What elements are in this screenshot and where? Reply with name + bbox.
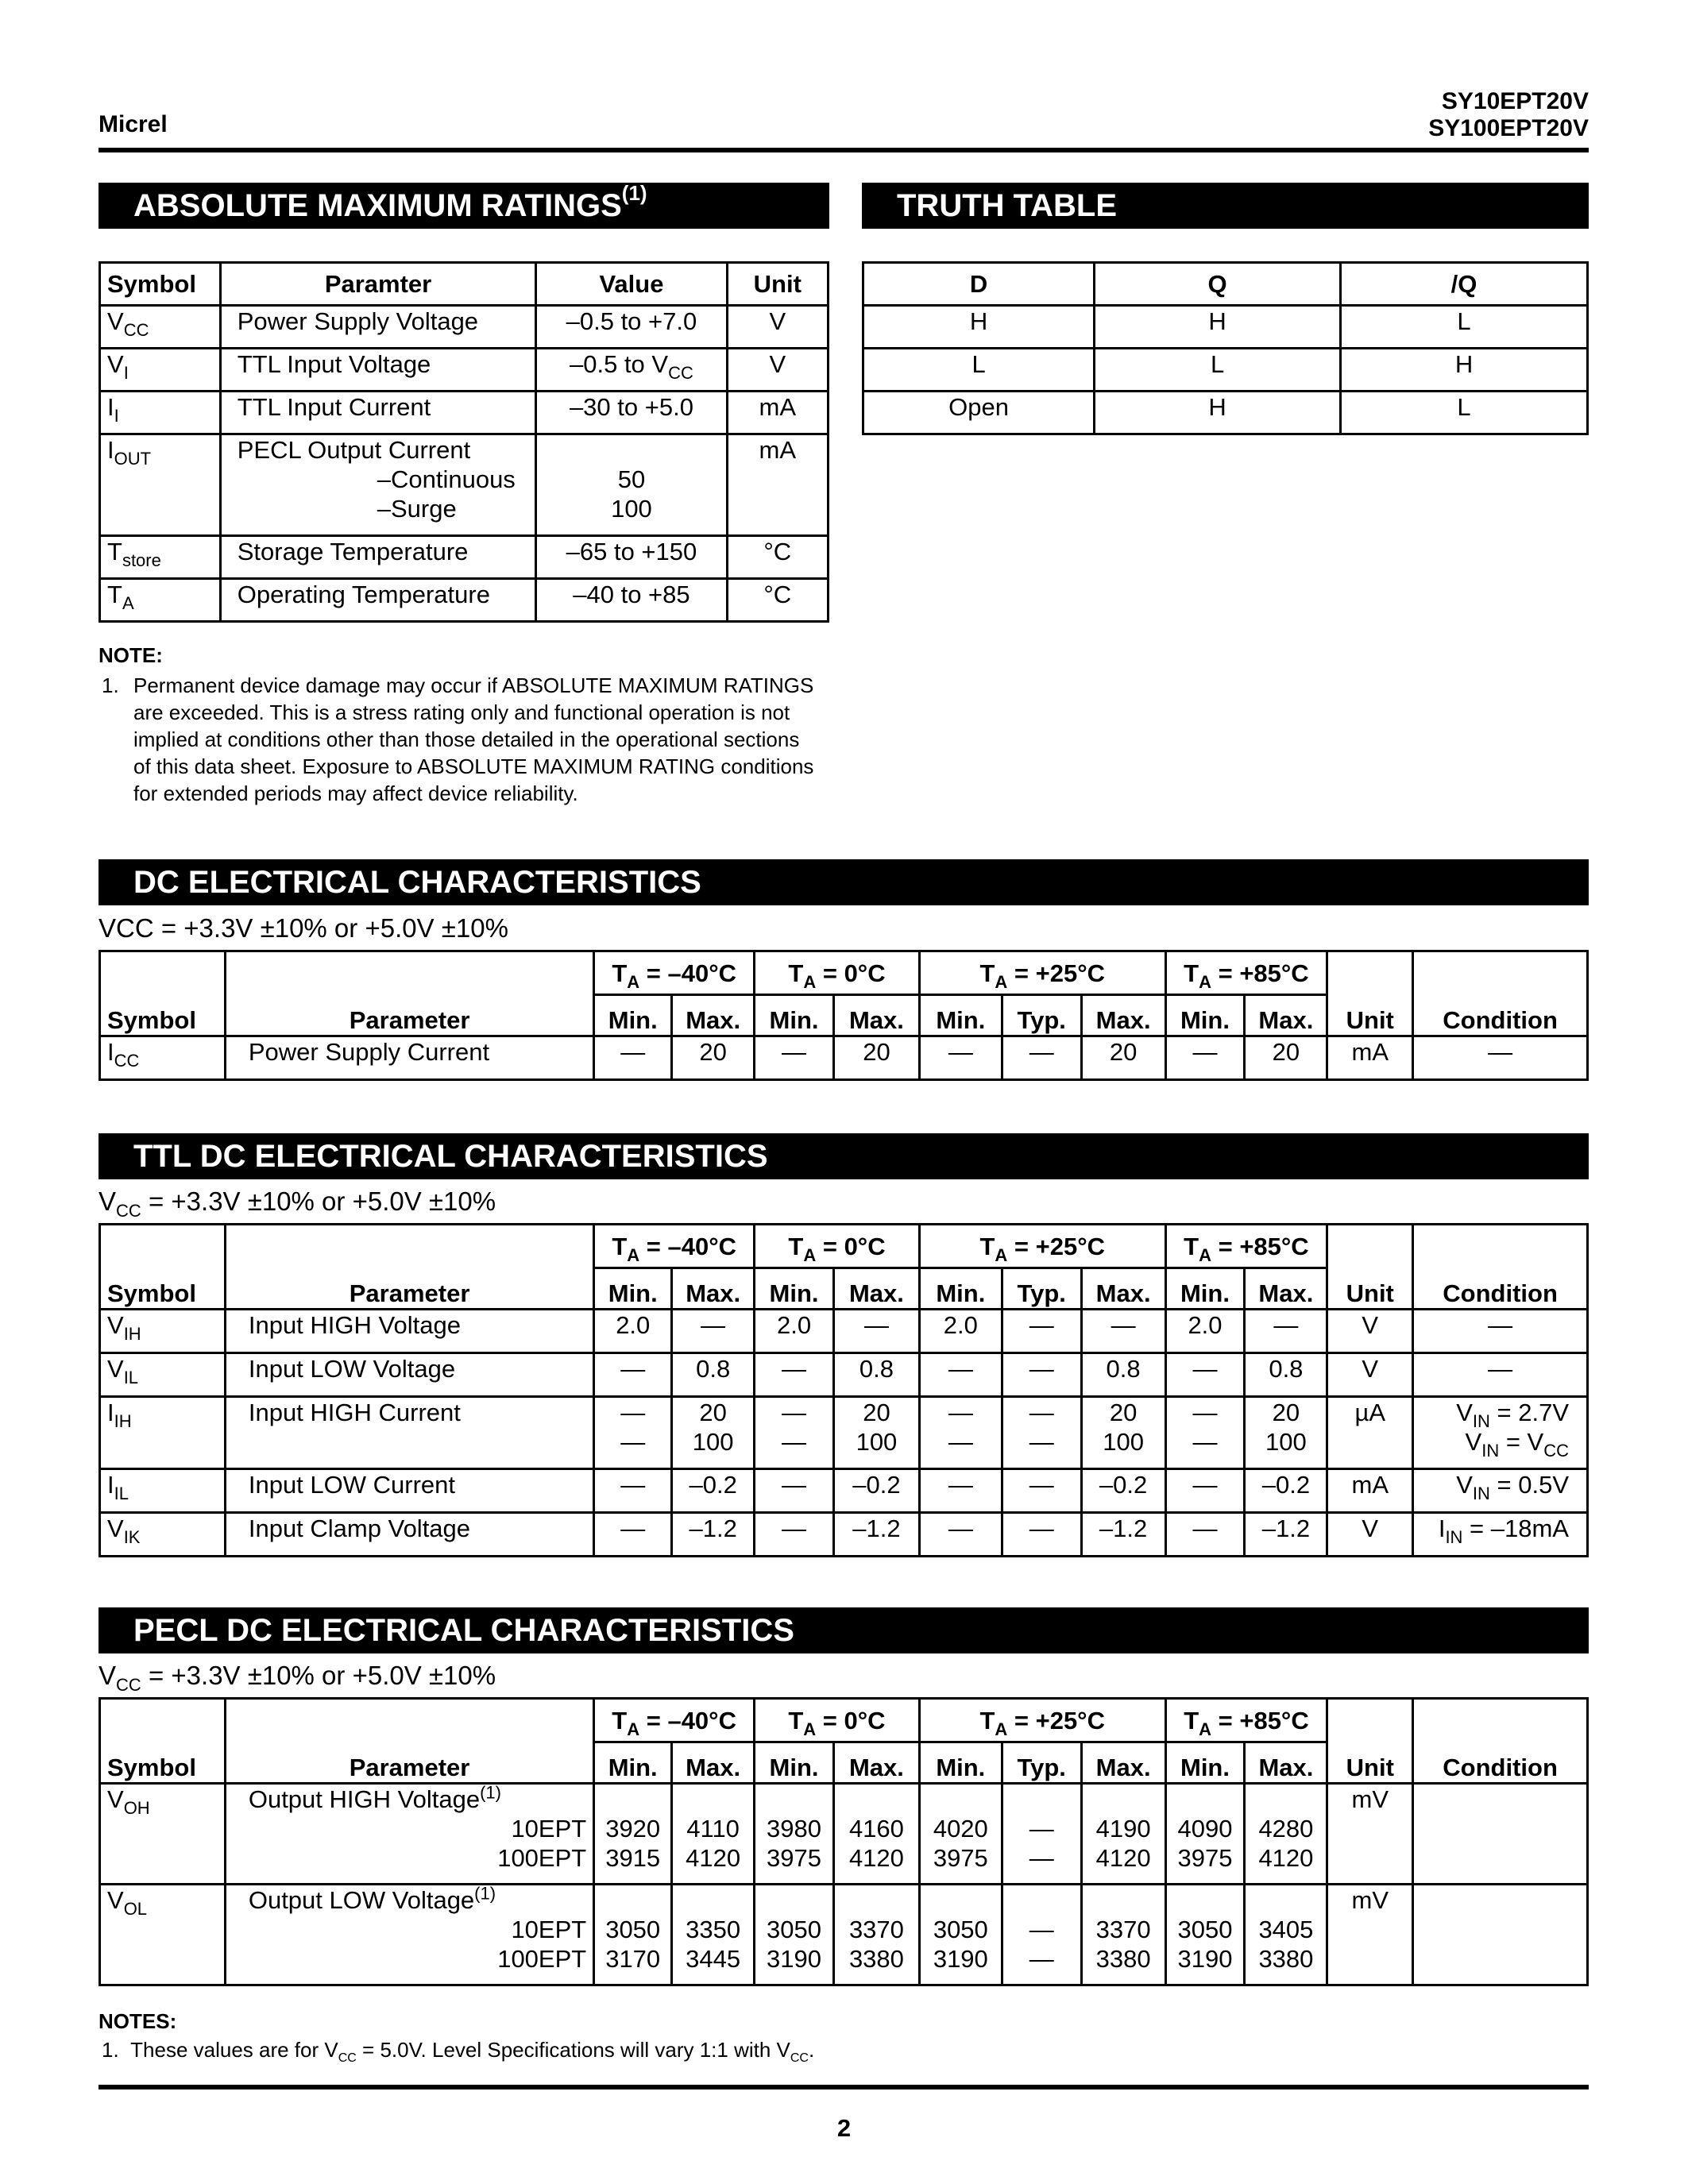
col-unit: Unit bbox=[1327, 951, 1413, 1036]
symbol-cell: $V_{CC}$ bbox=[100, 306, 221, 349]
col-max: Max. bbox=[1245, 1742, 1327, 1784]
cell: H bbox=[1341, 349, 1588, 392]
symbol-cell: $V_{IK}$ bbox=[100, 1513, 226, 1557]
cell: L bbox=[863, 349, 1095, 392]
temp-header: $T_A = +25^\circ C$ bbox=[919, 1225, 1165, 1268]
value-cell: 20 bbox=[1245, 1036, 1327, 1080]
cell: Open bbox=[863, 392, 1095, 434]
table-row bbox=[100, 536, 829, 579]
table-row bbox=[100, 434, 829, 536]
table-row bbox=[863, 349, 1588, 392]
temp-header: $T_A = +25^\circ C$ bbox=[919, 951, 1165, 995]
header-rule bbox=[98, 148, 1589, 152]
symbol-cell: $I_{IH}$ bbox=[100, 1397, 226, 1469]
value-cell: — bbox=[755, 1353, 834, 1397]
col-q: Q bbox=[1095, 263, 1341, 306]
parameter-cell: Input LOW Voltage bbox=[225, 1353, 593, 1397]
dc-vcc-condition: VCC = +3.3V ±10% or +5.0V ±10% bbox=[98, 913, 508, 943]
cell: L bbox=[1095, 349, 1341, 392]
parameter-cell: Storage Temperature bbox=[220, 536, 536, 579]
value-cell: 0.8 bbox=[834, 1353, 920, 1397]
unit-cell: V bbox=[1327, 1310, 1413, 1353]
value-cell: — bbox=[919, 1353, 1002, 1397]
note-line: are exceeded. This is a stress rating only and functional operation is not bbox=[133, 700, 790, 724]
col-min: Min. bbox=[1165, 995, 1245, 1036]
table-row bbox=[863, 306, 1588, 349]
unit-cell: mA bbox=[727, 434, 828, 536]
value-cell: — bbox=[1002, 1513, 1081, 1557]
abs-max-table bbox=[98, 261, 829, 623]
value-cell: –0.2 bbox=[672, 1469, 755, 1513]
table-row bbox=[100, 579, 829, 622]
truth-table bbox=[862, 261, 1589, 435]
temp-header: $T_A = +85^\circ C$ bbox=[1165, 951, 1327, 995]
parameter-cell: TTL Input Voltage bbox=[220, 349, 536, 392]
value-cell: — — bbox=[1002, 1397, 1081, 1469]
value-cell: 3405 3380 bbox=[1245, 1885, 1327, 1985]
value-cell: — bbox=[1081, 1310, 1165, 1353]
unit-cell: mA bbox=[1327, 1469, 1413, 1513]
value-cell: 20 bbox=[1081, 1036, 1165, 1080]
ttl-table bbox=[98, 1223, 1589, 1557]
col-symbol: Symbol bbox=[100, 951, 226, 1036]
temp-header: $T_A = -40^\circ C$ bbox=[594, 1225, 755, 1268]
value-cell: 2.0 bbox=[594, 1310, 672, 1353]
temp-header: $T_A = 0^\circ C$ bbox=[755, 1225, 920, 1268]
col-max: Max. bbox=[834, 995, 920, 1036]
col-max: Max. bbox=[1245, 995, 1327, 1036]
condition-cell: — bbox=[1413, 1036, 1588, 1080]
col-max: Max. bbox=[672, 1742, 755, 1784]
col-value: Value bbox=[536, 263, 727, 306]
unit-cell: °C bbox=[727, 536, 828, 579]
value-cell: 20 100 bbox=[834, 1397, 920, 1469]
temp-header: $T_A = +85^\circ C$ bbox=[1165, 1699, 1327, 1742]
value-cell: — bbox=[755, 1469, 834, 1513]
pecl-notes-label: NOTES: bbox=[98, 2009, 177, 2033]
parameter-cell: PECL Output Current –Continuous –Surge bbox=[220, 434, 536, 536]
col-min: Min. bbox=[1165, 1268, 1245, 1310]
value-cell: 3350 3445 bbox=[672, 1885, 755, 1985]
value-cell: — — bbox=[1002, 1784, 1081, 1885]
value-cell: 3920 3915 bbox=[594, 1784, 672, 1885]
col-d: D bbox=[863, 263, 1095, 306]
table-row bbox=[100, 1310, 1588, 1353]
part-numbers bbox=[1428, 88, 1589, 142]
value-cell: 4280 4120 bbox=[1245, 1784, 1327, 1885]
table-row bbox=[100, 1885, 1588, 1985]
col-max: Max. bbox=[1081, 1742, 1165, 1784]
value-cell: 0.8 bbox=[1081, 1353, 1165, 1397]
company-name: Micrel bbox=[98, 111, 168, 137]
col-min: Min. bbox=[594, 1268, 672, 1310]
col-symbol: Symbol bbox=[100, 263, 221, 306]
value-cell: — — bbox=[594, 1397, 672, 1469]
col-min: Min. bbox=[755, 995, 834, 1036]
value-cell: 4020 3975 bbox=[919, 1784, 1002, 1885]
value-cell: — bbox=[1245, 1310, 1327, 1353]
col-max: Max. bbox=[1081, 1268, 1165, 1310]
note-line: implied at conditions other than those detailed in the operational sections bbox=[133, 727, 800, 751]
symbol-cell: $V_I$ bbox=[100, 349, 221, 392]
value-cell: — bbox=[594, 1036, 672, 1080]
col-symbol: Symbol bbox=[100, 1699, 226, 1784]
value-cell: 20 bbox=[834, 1036, 920, 1080]
unit-cell: mA bbox=[1327, 1036, 1413, 1080]
value-cell: 3050 3190 bbox=[755, 1885, 834, 1985]
cell: H bbox=[863, 306, 1095, 349]
col-min: Min. bbox=[1165, 1742, 1245, 1784]
pecl-note: 1. These values are for $V_{CC} = 5.0V$. Level Specifications will vary 1:1 with $V_{CC}$. bbox=[102, 2038, 815, 2065]
abs-max-title-ref: (1) bbox=[621, 180, 647, 205]
condition-cell: — bbox=[1413, 1310, 1588, 1353]
unit-cell: V bbox=[1327, 1513, 1413, 1557]
table-row bbox=[100, 1513, 1588, 1557]
table-row bbox=[100, 306, 829, 349]
table-row bbox=[100, 392, 829, 434]
value-cell: –30 to +5.0 bbox=[536, 392, 727, 434]
value-cell: — — bbox=[1165, 1397, 1245, 1469]
note-line: for extended periods may affect device reliability. bbox=[133, 781, 578, 805]
col-max: Max. bbox=[672, 1268, 755, 1310]
dc-table bbox=[98, 950, 1589, 1081]
col-min: Min. bbox=[919, 995, 1002, 1036]
col-parameter: Paramter bbox=[220, 263, 536, 306]
table-row bbox=[100, 1469, 1588, 1513]
pecl-vcc-condition: $V_{CC} = +3.3V \pm 10\%$ or +5.0V ±10% bbox=[98, 1661, 496, 1695]
col-min: Min. bbox=[755, 1268, 834, 1310]
table-row bbox=[100, 349, 829, 392]
abs-max-note: 1. Permanent device damage may occur if ABSOLUTE MAXIMUM RATINGS are exceeded. This is a stress rating only and functional operation is not implied at conditions other than those detailed in the operational sections of this data sheet. Exposure to ABSOLUTE MAXIMUM RATING conditions for extended periods may affect device reliability. bbox=[98, 672, 829, 807]
parameter-cell: Input HIGH Current bbox=[225, 1397, 593, 1469]
value-cell: 3050 3190 bbox=[919, 1885, 1002, 1985]
col-parameter: Parameter bbox=[225, 1699, 593, 1784]
truth-table-title: TRUTH TABLE bbox=[897, 188, 1117, 223]
value-cell: — bbox=[1165, 1036, 1245, 1080]
col-parameter: Parameter bbox=[225, 951, 593, 1036]
value-cell: — bbox=[594, 1513, 672, 1557]
value-cell: 3050 3190 bbox=[1165, 1885, 1245, 1985]
col-typ: Typ. bbox=[1002, 995, 1081, 1036]
dc-title-bar bbox=[98, 859, 1589, 905]
symbol-cell: $I_I$ bbox=[100, 392, 221, 434]
value-cell: 4190 4120 bbox=[1081, 1784, 1165, 1885]
value-cell: 3370 3380 bbox=[833, 1885, 919, 1985]
condition-cell bbox=[1413, 1885, 1588, 1985]
value-cell: — bbox=[1165, 1513, 1245, 1557]
col-unit: Unit bbox=[727, 263, 828, 306]
note-line: of this data sheet. Exposure to ABSOLUTE MAXIMUM RATING conditions bbox=[133, 754, 814, 778]
unit-cell: mV bbox=[1327, 1885, 1413, 1985]
value-cell: — bbox=[672, 1310, 755, 1353]
col-min: Min. bbox=[919, 1742, 1002, 1784]
col-max: Max. bbox=[1245, 1268, 1327, 1310]
ttl-title: TTL DC ELECTRICAL CHARACTERISTICS bbox=[133, 1139, 768, 1174]
value-cell: –0.5 to +7.0 bbox=[536, 306, 727, 349]
symbol-cell: $V_{OL}$ bbox=[100, 1885, 226, 1985]
value-cell: — — bbox=[1002, 1885, 1081, 1985]
value-cell: 20 100 bbox=[1081, 1397, 1165, 1469]
value-cell: 2.0 bbox=[1165, 1310, 1245, 1353]
col-min: Min. bbox=[594, 995, 672, 1036]
value-cell: 3050 3170 bbox=[594, 1885, 672, 1985]
value-cell: — bbox=[594, 1469, 672, 1513]
page-number: 2 bbox=[836, 2114, 852, 2142]
condition-cell: — bbox=[1413, 1353, 1588, 1397]
col-condition: Condition bbox=[1413, 1699, 1588, 1784]
value-cell: –1.2 bbox=[1245, 1513, 1327, 1557]
parameter-cell: Power Supply Voltage bbox=[220, 306, 536, 349]
abs-max-title-bar bbox=[98, 180, 829, 229]
condition-cell: $I_{IN} = -18mA$ bbox=[1413, 1513, 1588, 1557]
col-typ: Typ. bbox=[1002, 1742, 1081, 1784]
value-cell: –1.2 bbox=[1081, 1513, 1165, 1557]
symbol-cell: $T_A$ bbox=[100, 579, 221, 622]
table-row bbox=[100, 1397, 1588, 1469]
col-condition: Condition bbox=[1413, 1225, 1588, 1310]
value-cell: 2.0 bbox=[755, 1310, 834, 1353]
col-symbol: Symbol bbox=[100, 1225, 226, 1310]
value-cell: –65 to +150 bbox=[536, 536, 727, 579]
value-cell: –0.2 bbox=[1245, 1469, 1327, 1513]
pecl-title-bar bbox=[98, 1607, 1589, 1653]
value-cell: — bbox=[1002, 1036, 1081, 1080]
value-cell: — bbox=[1002, 1353, 1081, 1397]
cell: H bbox=[1095, 306, 1341, 349]
parameter-cell: Output LOW Voltage$^{(1)}$ 10EPT 100EPT bbox=[225, 1885, 593, 1985]
value-cell: 2.0 bbox=[919, 1310, 1002, 1353]
unit-cell: mA bbox=[727, 392, 828, 434]
value-cell: 50 100 bbox=[536, 434, 727, 536]
value-cell: 4110 4120 bbox=[672, 1784, 755, 1885]
symbol-cell: $I_{IL}$ bbox=[100, 1469, 226, 1513]
value-cell: 4090 3975 bbox=[1165, 1784, 1245, 1885]
value-cell: 3370 3380 bbox=[1081, 1885, 1165, 1985]
symbol-cell: $V_{OH}$ bbox=[100, 1784, 226, 1885]
temp-header: $T_A = 0^\circ C$ bbox=[755, 951, 920, 995]
value-cell: 0.8 bbox=[1245, 1353, 1327, 1397]
temp-header: $T_A = +85^\circ C$ bbox=[1165, 1225, 1327, 1268]
table-row bbox=[100, 1353, 1588, 1397]
symbol-cell: $V_{IH}$ bbox=[100, 1310, 226, 1353]
value-cell: — bbox=[1002, 1310, 1081, 1353]
condition-cell: $V_{IN} = 2.7V$ $V_{IN} = V_{CC}$ bbox=[1413, 1397, 1588, 1469]
value-cell: 0.8 bbox=[672, 1353, 755, 1397]
value-cell: — bbox=[834, 1310, 920, 1353]
col-min: Min. bbox=[594, 1742, 672, 1784]
abs-max-title: ABSOLUTE MAXIMUM RATINGS bbox=[133, 188, 622, 223]
abs-max-note-label: NOTE: bbox=[98, 643, 163, 667]
col-max: Max. bbox=[834, 1268, 920, 1310]
value-cell: — bbox=[755, 1513, 834, 1557]
value-cell: — bbox=[919, 1469, 1002, 1513]
value-cell: –1.2 bbox=[834, 1513, 920, 1557]
dc-title: DC ELECTRICAL CHARACTERISTICS bbox=[133, 865, 701, 900]
pecl-table bbox=[98, 1697, 1589, 1986]
condition-cell: $V_{IN} = 0.5V$ bbox=[1413, 1469, 1588, 1513]
col-qbar: /Q bbox=[1341, 263, 1588, 306]
temp-header: $T_A = +25^\circ C$ bbox=[919, 1699, 1165, 1742]
symbol-cell: $I_{OUT}$ bbox=[100, 434, 221, 536]
value-cell: — bbox=[1002, 1469, 1081, 1513]
value-cell: –40 to +85 bbox=[536, 579, 727, 622]
col-unit: Unit bbox=[1327, 1699, 1413, 1784]
value-cell: 20 100 bbox=[1245, 1397, 1327, 1469]
col-max: Max. bbox=[833, 1742, 919, 1784]
parameter-cell: Operating Temperature bbox=[220, 579, 536, 622]
parameter-cell: Input Clamp Voltage bbox=[225, 1513, 593, 1557]
note-line: Permanent device damage may occur if ABSOLUTE MAXIMUM RATINGS bbox=[133, 673, 814, 697]
symbol-cell: $I_{CC}$ bbox=[100, 1036, 226, 1080]
value-cell: 3980 3975 bbox=[755, 1784, 834, 1885]
symbol-cell: $V_{IL}$ bbox=[100, 1353, 226, 1397]
cell: H bbox=[1095, 392, 1341, 434]
table-row bbox=[100, 1784, 1588, 1885]
value-cell: 20 bbox=[672, 1036, 755, 1080]
unit-cell: µA bbox=[1327, 1397, 1413, 1469]
col-typ: Typ. bbox=[1002, 1268, 1081, 1310]
col-unit: Unit bbox=[1327, 1225, 1413, 1310]
value-cell: 20 100 bbox=[672, 1397, 755, 1469]
parameter-cell: Input LOW Current bbox=[225, 1469, 593, 1513]
truth-table-title-bar bbox=[862, 183, 1589, 229]
parameter-cell: Output HIGH Voltage$^{(1)}$ 10EPT 100EPT bbox=[225, 1784, 593, 1885]
table-row bbox=[100, 1036, 1588, 1080]
col-condition: Condition bbox=[1413, 951, 1588, 1036]
value-cell: — — bbox=[919, 1397, 1002, 1469]
col-min: Min. bbox=[919, 1268, 1002, 1310]
parameter-cell: Input HIGH Voltage bbox=[225, 1310, 593, 1353]
footer-rule bbox=[98, 2085, 1589, 2089]
value-cell: — bbox=[1165, 1353, 1245, 1397]
value-cell: — bbox=[919, 1036, 1002, 1080]
col-parameter: Parameter bbox=[225, 1225, 593, 1310]
parameter-cell: TTL Input Current bbox=[220, 392, 536, 434]
value-cell: — bbox=[755, 1036, 834, 1080]
value-cell: — bbox=[1165, 1469, 1245, 1513]
unit-cell: V bbox=[727, 349, 828, 392]
ttl-vcc-condition: $V_{CC} = +3.3V \pm 10\%$ or +5.0V ±10% bbox=[98, 1187, 496, 1221]
value-cell: –1.2 bbox=[672, 1513, 755, 1557]
value-cell: — bbox=[919, 1513, 1002, 1557]
unit-cell: V bbox=[1327, 1353, 1413, 1397]
condition-cell bbox=[1413, 1784, 1588, 1885]
table-row bbox=[863, 392, 1588, 434]
unit-cell: mV bbox=[1327, 1784, 1413, 1885]
unit-cell: V bbox=[727, 306, 828, 349]
value-cell: — — bbox=[755, 1397, 834, 1469]
part-number-100: SY100EPT20V bbox=[1428, 115, 1589, 141]
temp-header: $T_A = -40^\circ C$ bbox=[594, 1699, 755, 1742]
pecl-title: PECL DC ELECTRICAL CHARACTERISTICS bbox=[133, 1613, 794, 1648]
temp-header: $T_A = 0^\circ C$ bbox=[755, 1699, 920, 1742]
ttl-title-bar bbox=[98, 1133, 1589, 1179]
col-min: Min. bbox=[755, 1742, 834, 1784]
unit-cell: °C bbox=[727, 579, 828, 622]
value-cell: –0.2 bbox=[834, 1469, 920, 1513]
col-max: Max. bbox=[1081, 995, 1165, 1036]
cell: L bbox=[1341, 306, 1588, 349]
temp-header: $T_A = -40^\circ C$ bbox=[594, 951, 755, 995]
parameter-cell: Power Supply Current bbox=[225, 1036, 593, 1080]
value-cell: 4160 4120 bbox=[833, 1784, 919, 1885]
value-cell: –0.5 to $V_{CC}$ bbox=[536, 349, 727, 392]
cell: L bbox=[1341, 392, 1588, 434]
value-cell: –0.2 bbox=[1081, 1469, 1165, 1513]
col-max: Max. bbox=[672, 995, 755, 1036]
value-cell: — bbox=[594, 1353, 672, 1397]
part-number-10: SY10EPT20V bbox=[1441, 88, 1589, 114]
symbol-cell: $T_{store}$ bbox=[100, 536, 221, 579]
